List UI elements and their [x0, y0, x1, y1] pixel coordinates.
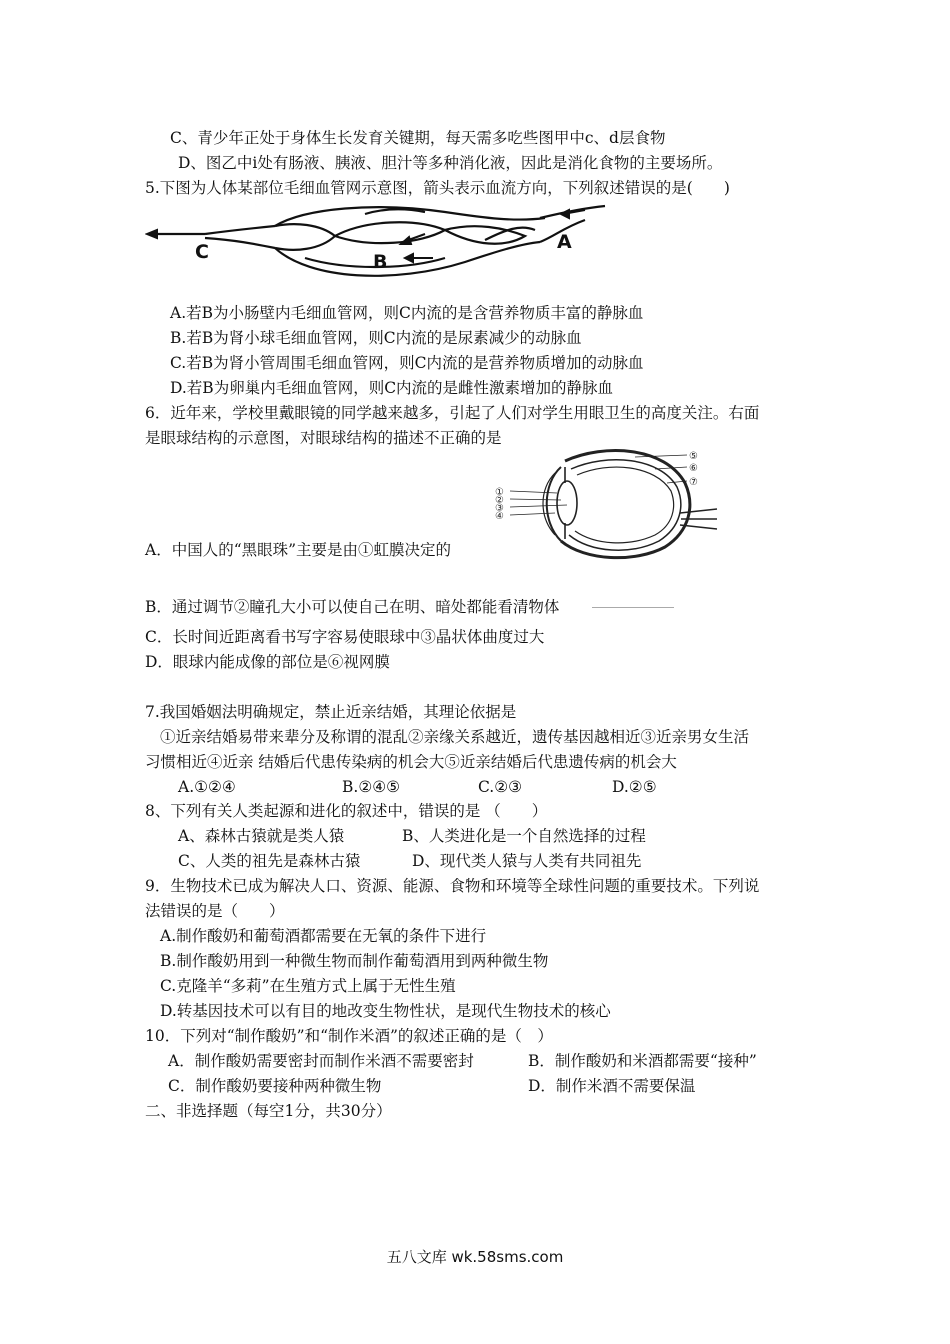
q10-option-d: D．制作米酒不需要保温 — [528, 1077, 696, 1095]
label-a: A — [557, 231, 572, 253]
q7-option-b: B.②④⑤ — [342, 778, 401, 796]
q10-option-b: B．制作酸奶和米酒都需要“接种” — [528, 1052, 757, 1070]
q5-option-b: B.若B为肾小球毛细血管网，则C内流的是尿素减少的动脉血 — [170, 329, 582, 347]
q6-option-c: C．长时间近距离看书写字容易使眼球中③晶状体曲度过大 — [145, 628, 545, 646]
q5-option-a: A.若B为小肠壁内毛细血管网，则C内流的是含营养物质丰富的静脉血 — [170, 304, 644, 322]
q10-option-c: C．制作酸奶要接种两种微生物 — [168, 1077, 382, 1095]
q8-stem: 8、下列有关人类起源和进化的叙述中，错误的是 （ ） — [145, 802, 548, 820]
q5-option-c: C.若B为肾小管周围毛细血管网，则C内流的是营养物质增加的动脉血 — [170, 354, 644, 372]
q4-option-d: D、图乙中i处有肠液、胰液、胆汁等多种消化液，因此是消化食物的主要场所。 — [178, 154, 723, 172]
eye-label-2: ② — [495, 495, 504, 506]
q7-line1: ①近亲结婚易带来辈分及称谓的混乱②亲缘关系越近，遗传基因越相近③近亲男女生活 — [160, 728, 750, 746]
eye-label-3: ③ — [495, 503, 504, 514]
eye-label-5: ⑤ — [689, 451, 698, 462]
q5-option-d: D.若B为卵巢内毛细血管网，则C内流的是雌性激素增加的静脉血 — [170, 379, 614, 397]
q9-stem-line2: 法错误的是（ ） — [145, 902, 285, 920]
divider-line — [592, 607, 674, 608]
eye-label-6: ⑥ — [689, 463, 698, 474]
q10-option-a: A．制作酸奶需要密封而制作米酒不需要密封 — [168, 1052, 474, 1070]
q8-option-a: A、森林古猿就是类人猿 — [178, 827, 345, 845]
q4-option-c: C、青少年正处于身体生长发育关键期，每天需多吃些图甲中c、d层食物 — [170, 129, 666, 147]
q6-option-b: B．通过调节②瞳孔大小可以使自己在明、暗处都能看清物体 — [145, 598, 560, 616]
footer-watermark: 五八文库 wk.58sms.com — [386, 1248, 564, 1266]
eyeball-diagram — [495, 443, 720, 563]
q5-stem: 5.下图为人体某部位毛细血管网示意图，箭头表示血流方向，下列叙述错误的是( ) — [145, 179, 730, 197]
q8-option-c: C、人类的祖先是森林古猿 — [178, 852, 361, 870]
q7-line2: 习惯相近④近亲 结婚后代患传染病的机会大⑤近亲结婚后代患遗传病的机会大 — [145, 753, 677, 771]
q6-stem-line2: 是眼球结构的示意图，对眼球结构的描述不正确的是 — [145, 429, 502, 447]
label-b: B — [373, 251, 388, 273]
q9-option-c: C.克隆羊“多莉”在生殖方式上属于无性生殖 — [160, 977, 456, 995]
q9-option-a: A.制作酸奶和葡萄酒都需要在无氧的条件下进行 — [160, 927, 487, 945]
q7-option-d: D.②⑤ — [612, 778, 657, 796]
q7-option-a: A.①②④ — [178, 778, 236, 796]
label-c: C — [195, 241, 209, 263]
q7-option-c: C.②③ — [478, 778, 523, 796]
q9-option-b: B.制作酸奶用到一种微生物而制作葡萄酒用到两种微生物 — [160, 952, 549, 970]
q10-stem: 10．下列对“制作酸奶”和“制作米酒”的叙述正确的是（ ） — [145, 1027, 553, 1045]
capillary-network-figure — [145, 200, 615, 288]
q8-option-d: D、现代类人猿与人类有共同祖先 — [412, 852, 642, 870]
q6-option-a: A．中国人的“黑眼珠”主要是由①虹膜决定的 — [145, 541, 452, 559]
eye-label-7: ⑦ — [689, 477, 698, 488]
section-heading: 二、非选择题（每空1分，共30分） — [145, 1102, 392, 1120]
q7-stem: 7.我国婚姻法明确规定，禁止近亲结婚，其理论依据是 — [145, 703, 517, 721]
q9-option-d: D.转基因技术可以有目的地改变生物性状，是现代生物技术的核心 — [160, 1002, 611, 1020]
q6-stem-line1: 6．近年来，学校里戴眼镜的同学越来越多，引起了人们对学生用眼卫生的高度关注。右面 — [145, 404, 760, 422]
eye-label-4: ④ — [495, 511, 504, 522]
q6-option-d: D．眼球内能成像的部位是⑥视网膜 — [145, 653, 390, 671]
q9-stem-line1: 9．生物技术已成为解决人口、资源、能源、食物和环境等全球性问题的重要技术。下列说 — [145, 877, 760, 895]
q8-option-b: B、人类进化是一个自然选择的过程 — [402, 827, 646, 845]
eye-label-1: ① — [495, 487, 504, 498]
